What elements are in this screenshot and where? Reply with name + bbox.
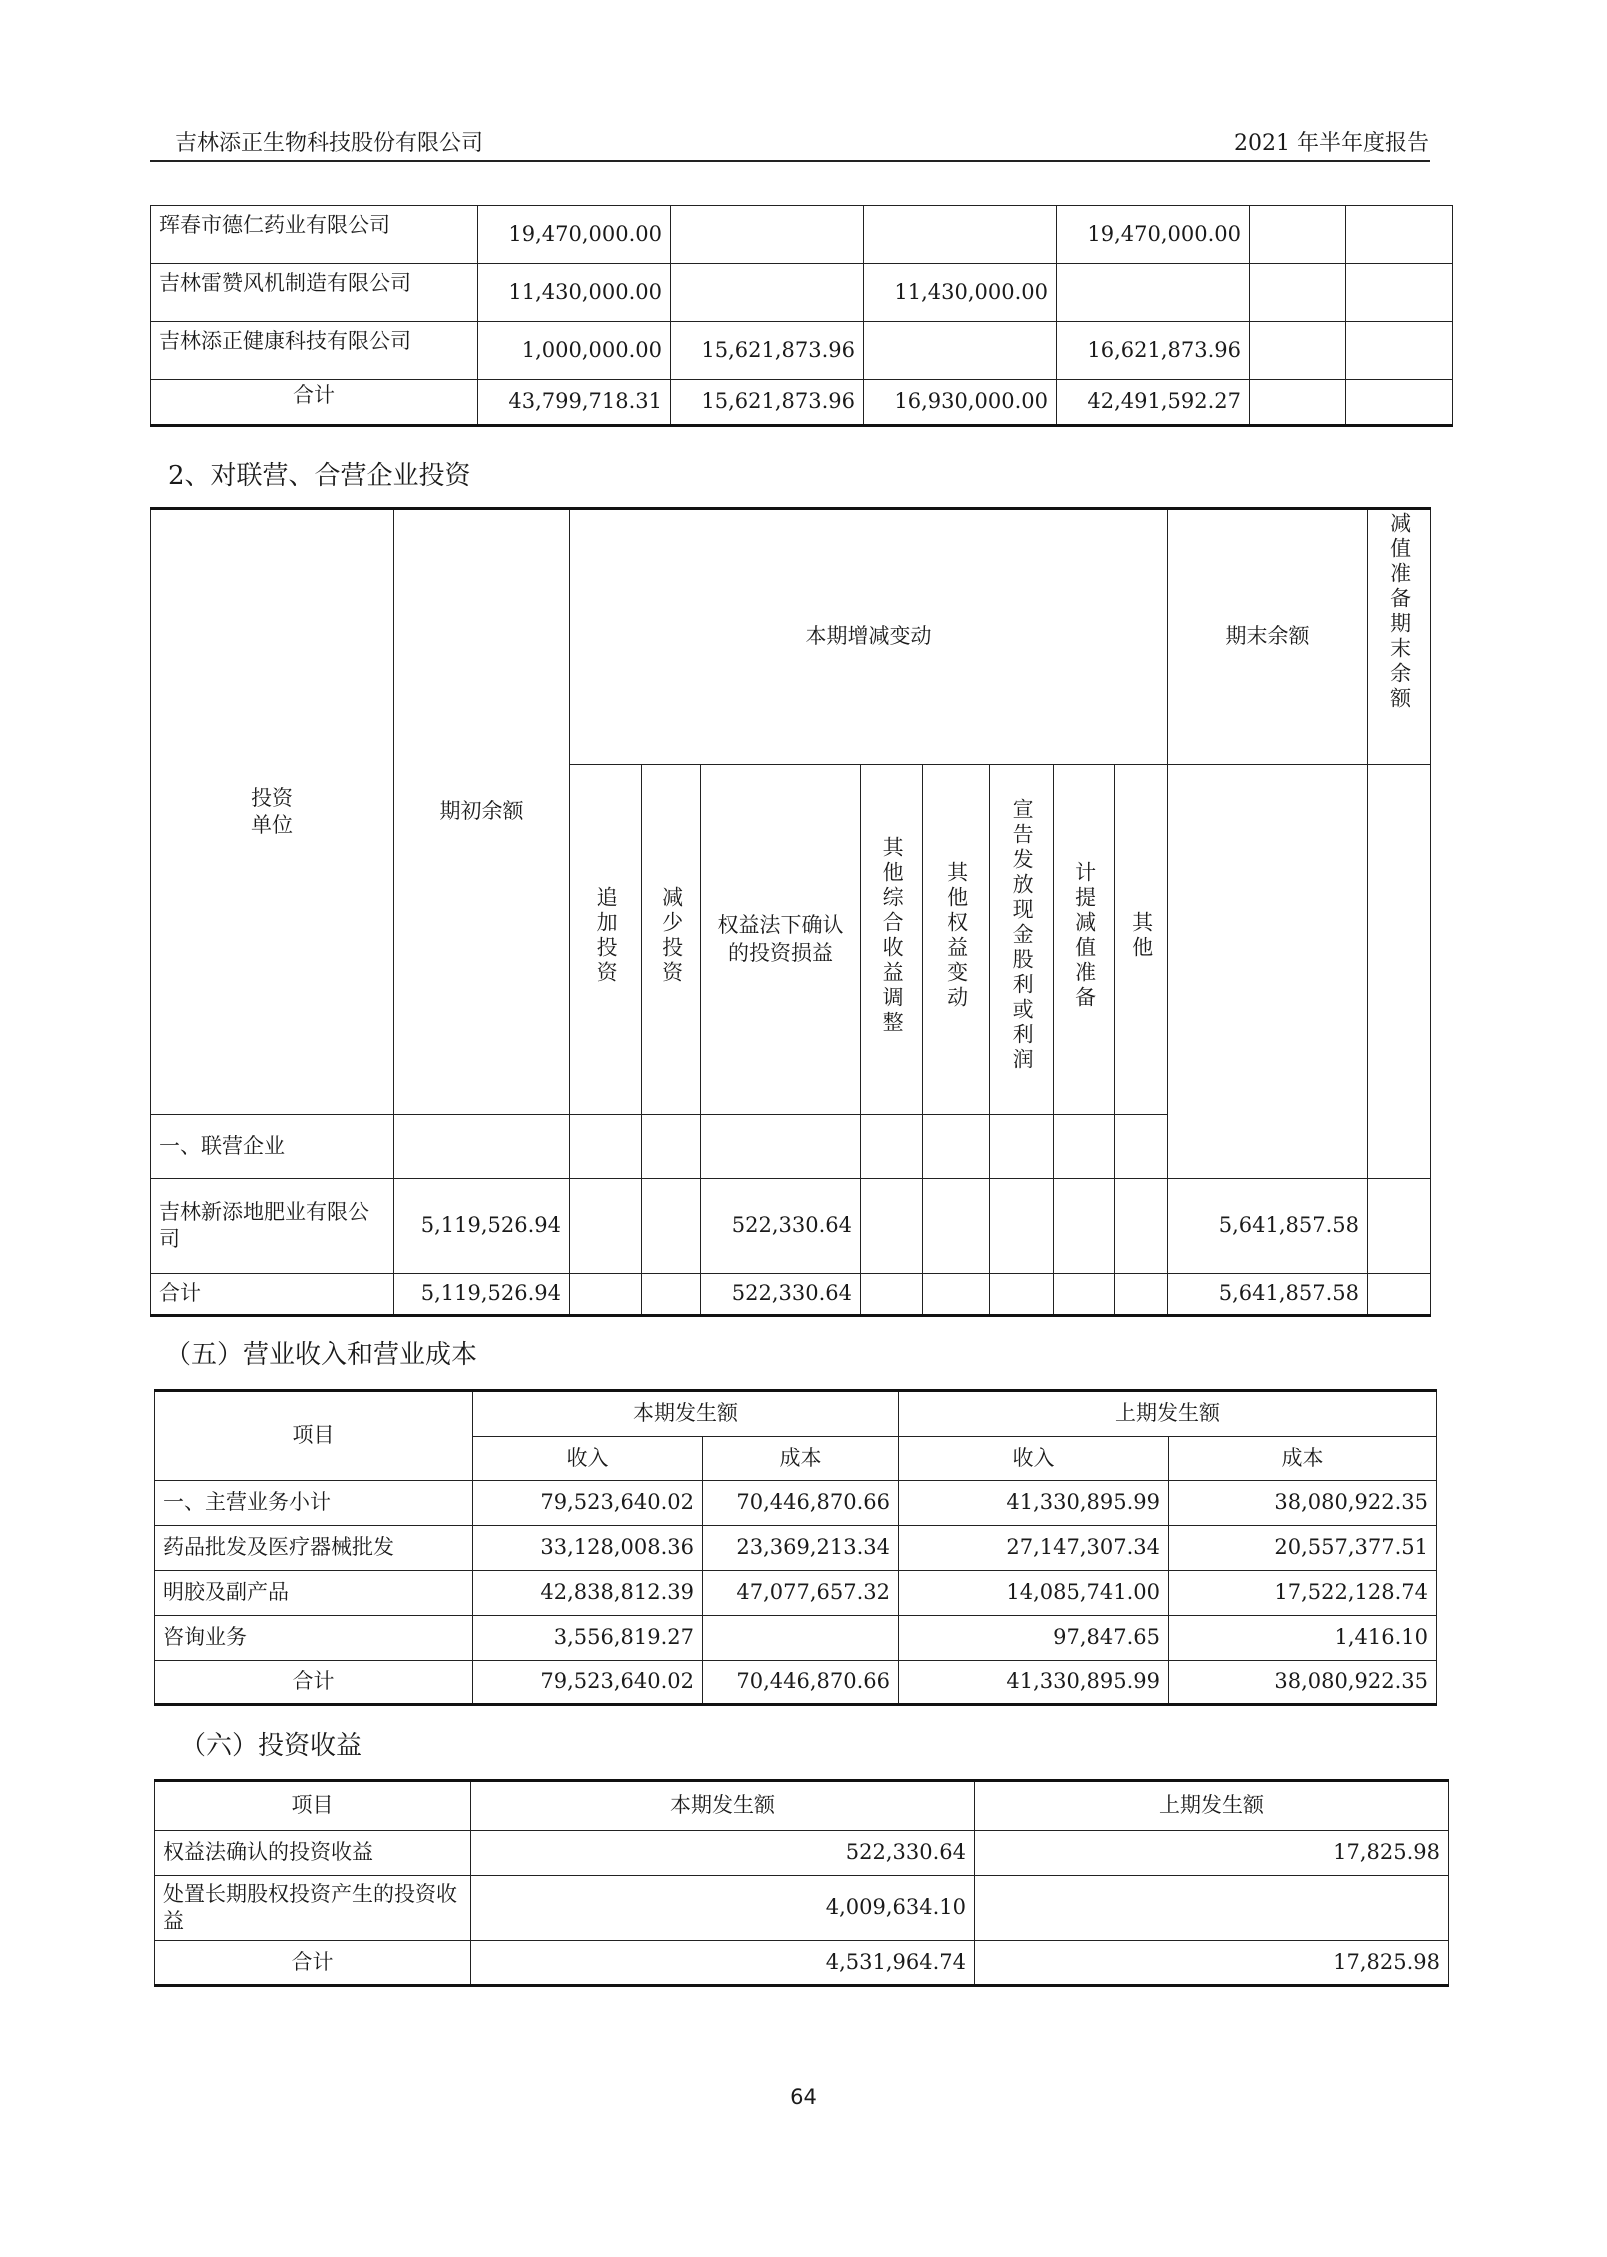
header-cost: 成本 bbox=[703, 1437, 899, 1481]
row-name: 咨询业务 bbox=[155, 1616, 473, 1661]
row-name: 合计 bbox=[151, 380, 478, 426]
cell bbox=[864, 322, 1057, 380]
header-income: 收入 bbox=[899, 1437, 1169, 1481]
cell: 42,838,812.39 bbox=[473, 1571, 703, 1616]
cell: 5,641,857.58 bbox=[1168, 1274, 1368, 1316]
header-opening: 期初余额 bbox=[394, 509, 570, 1115]
row-name: 一、主营业务小计 bbox=[155, 1481, 473, 1526]
header-change: 本期增减变动 bbox=[570, 509, 1168, 765]
table-row bbox=[155, 1661, 1437, 1705]
page-number: 64 bbox=[790, 2085, 817, 2109]
section-title: （五）营业收入和营业成本 bbox=[165, 1340, 478, 1370]
table-row bbox=[151, 380, 1453, 426]
cell: 11,430,000.00 bbox=[864, 264, 1057, 322]
cell: 27,147,307.34 bbox=[899, 1526, 1169, 1571]
row-name: 处置长期股权投资产生的投资收益 bbox=[155, 1876, 471, 1941]
header-add: 追加投资 bbox=[594, 885, 619, 986]
header-unit: 投资 单位 bbox=[151, 509, 394, 1115]
cell: 97,847.65 bbox=[899, 1616, 1169, 1661]
cell: 38,080,922.35 bbox=[1169, 1481, 1437, 1526]
cell bbox=[1057, 264, 1250, 322]
cell: 43,799,718.31 bbox=[478, 380, 671, 426]
cell: 41,330,895.99 bbox=[899, 1481, 1169, 1526]
cell bbox=[864, 206, 1057, 264]
cell: 38,080,922.35 bbox=[1169, 1661, 1437, 1705]
cell bbox=[671, 264, 864, 322]
table-row bbox=[151, 1179, 1431, 1274]
table-row bbox=[151, 264, 1453, 322]
header-item: 项目 bbox=[155, 1391, 473, 1481]
cell: 23,369,213.34 bbox=[703, 1526, 899, 1571]
table-row bbox=[155, 1831, 1449, 1876]
header-current: 本期发生额 bbox=[473, 1391, 899, 1437]
row-name: 明胶及副产品 bbox=[155, 1571, 473, 1616]
cell bbox=[703, 1616, 899, 1661]
cell: 20,557,377.51 bbox=[1169, 1526, 1437, 1571]
cell: 70,446,870.66 bbox=[703, 1661, 899, 1705]
header-reduce: 减少投资 bbox=[659, 885, 684, 986]
header-other-equity: 其他权益变动 bbox=[944, 860, 969, 1011]
header-cost: 成本 bbox=[1169, 1437, 1437, 1481]
report-title: 2021 年半年度报告 bbox=[1234, 131, 1429, 156]
header-closing: 期末余额 bbox=[1168, 509, 1368, 765]
cell: 79,523,640.02 bbox=[473, 1661, 703, 1705]
header-impairment: 减值准备期末余额 bbox=[1368, 509, 1431, 765]
header-prior: 上期发生额 bbox=[975, 1781, 1449, 1831]
table-row bbox=[155, 1876, 1449, 1941]
cell: 522,330.64 bbox=[471, 1831, 975, 1876]
cell: 3,556,819.27 bbox=[473, 1616, 703, 1661]
company-name: 吉林添正生物科技股份有限公司 bbox=[175, 131, 484, 156]
investment-income-table bbox=[154, 1779, 1449, 1987]
row-name: 合计 bbox=[155, 1941, 471, 1986]
cell: 5,641,857.58 bbox=[1168, 1179, 1368, 1274]
cell: 1,416.10 bbox=[1169, 1616, 1437, 1661]
header-equity-gain: 权益法下确认的投资损益 bbox=[701, 765, 861, 1115]
cell: 19,470,000.00 bbox=[1057, 206, 1250, 264]
cell: 42,491,592.27 bbox=[1057, 380, 1250, 426]
header-provision: 计提减值准备 bbox=[1072, 860, 1097, 1011]
row-name: 吉林添正健康科技有限公司 bbox=[151, 322, 478, 380]
section-title: 2、对联营、合营企业投资 bbox=[168, 461, 471, 491]
row-name: 吉林新添地肥业有限公司 bbox=[151, 1179, 394, 1274]
cell: 1,000,000.00 bbox=[478, 322, 671, 380]
header-item: 项目 bbox=[155, 1781, 471, 1831]
row-name: 合计 bbox=[155, 1661, 473, 1705]
cell: 41,330,895.99 bbox=[899, 1661, 1169, 1705]
cell: 4,009,634.10 bbox=[471, 1876, 975, 1941]
cell: 5,119,526.94 bbox=[394, 1274, 570, 1316]
row-name: 吉林雷赞风机制造有限公司 bbox=[151, 264, 478, 322]
table-row bbox=[155, 1526, 1437, 1571]
table-row bbox=[151, 206, 1453, 264]
cell: 47,077,657.32 bbox=[703, 1571, 899, 1616]
cell: 16,621,873.96 bbox=[1057, 322, 1250, 380]
header-dividend: 宣告发放现金股利或利润 bbox=[1010, 798, 1035, 1074]
cell: 522,330.64 bbox=[701, 1179, 861, 1274]
cell bbox=[671, 206, 864, 264]
cell: 33,128,008.36 bbox=[473, 1526, 703, 1571]
subsidiary-investment-table bbox=[150, 205, 1453, 427]
table-row bbox=[155, 1571, 1437, 1616]
cell: 79,523,640.02 bbox=[473, 1481, 703, 1526]
cell: 522,330.64 bbox=[701, 1274, 861, 1316]
header-current: 本期发生额 bbox=[471, 1781, 975, 1831]
cell: 5,119,526.94 bbox=[394, 1179, 570, 1274]
row-name: 权益法确认的投资收益 bbox=[155, 1831, 471, 1876]
section-title: （六）投资收益 bbox=[180, 1731, 363, 1761]
table-row bbox=[155, 1616, 1437, 1661]
cell: 16,930,000.00 bbox=[864, 380, 1057, 426]
cell: 4,531,964.74 bbox=[471, 1941, 975, 1986]
header-rule bbox=[150, 160, 1430, 162]
table-row bbox=[155, 1941, 1449, 1986]
header-prior: 上期发生额 bbox=[899, 1391, 1437, 1437]
cell: 11,430,000.00 bbox=[478, 264, 671, 322]
table-row bbox=[151, 1274, 1431, 1316]
header-oci: 其他综合收益调整 bbox=[880, 835, 905, 1036]
associate-investment-table bbox=[150, 507, 1431, 1317]
cell: 15,621,873.96 bbox=[671, 380, 864, 426]
cell bbox=[975, 1876, 1449, 1941]
cell: 14,085,741.00 bbox=[899, 1571, 1169, 1616]
cell: 17,825.98 bbox=[975, 1831, 1449, 1876]
cell: 15,621,873.96 bbox=[671, 322, 864, 380]
row-name: 药品批发及医疗器械批发 bbox=[155, 1526, 473, 1571]
row-name: 珲春市德仁药业有限公司 bbox=[151, 206, 478, 264]
cell: 17,522,128.74 bbox=[1169, 1571, 1437, 1616]
revenue-cost-table bbox=[154, 1389, 1437, 1706]
header-income: 收入 bbox=[473, 1437, 703, 1481]
cell: 70,446,870.66 bbox=[703, 1481, 899, 1526]
cell: 19,470,000.00 bbox=[478, 206, 671, 264]
table-row bbox=[155, 1481, 1437, 1526]
table-row bbox=[151, 322, 1453, 380]
cell: 17,825.98 bbox=[975, 1941, 1449, 1986]
header-other: 其他 bbox=[1129, 910, 1154, 961]
row-name: 合计 bbox=[151, 1274, 394, 1316]
group-label: 一、联营企业 bbox=[151, 1115, 394, 1179]
